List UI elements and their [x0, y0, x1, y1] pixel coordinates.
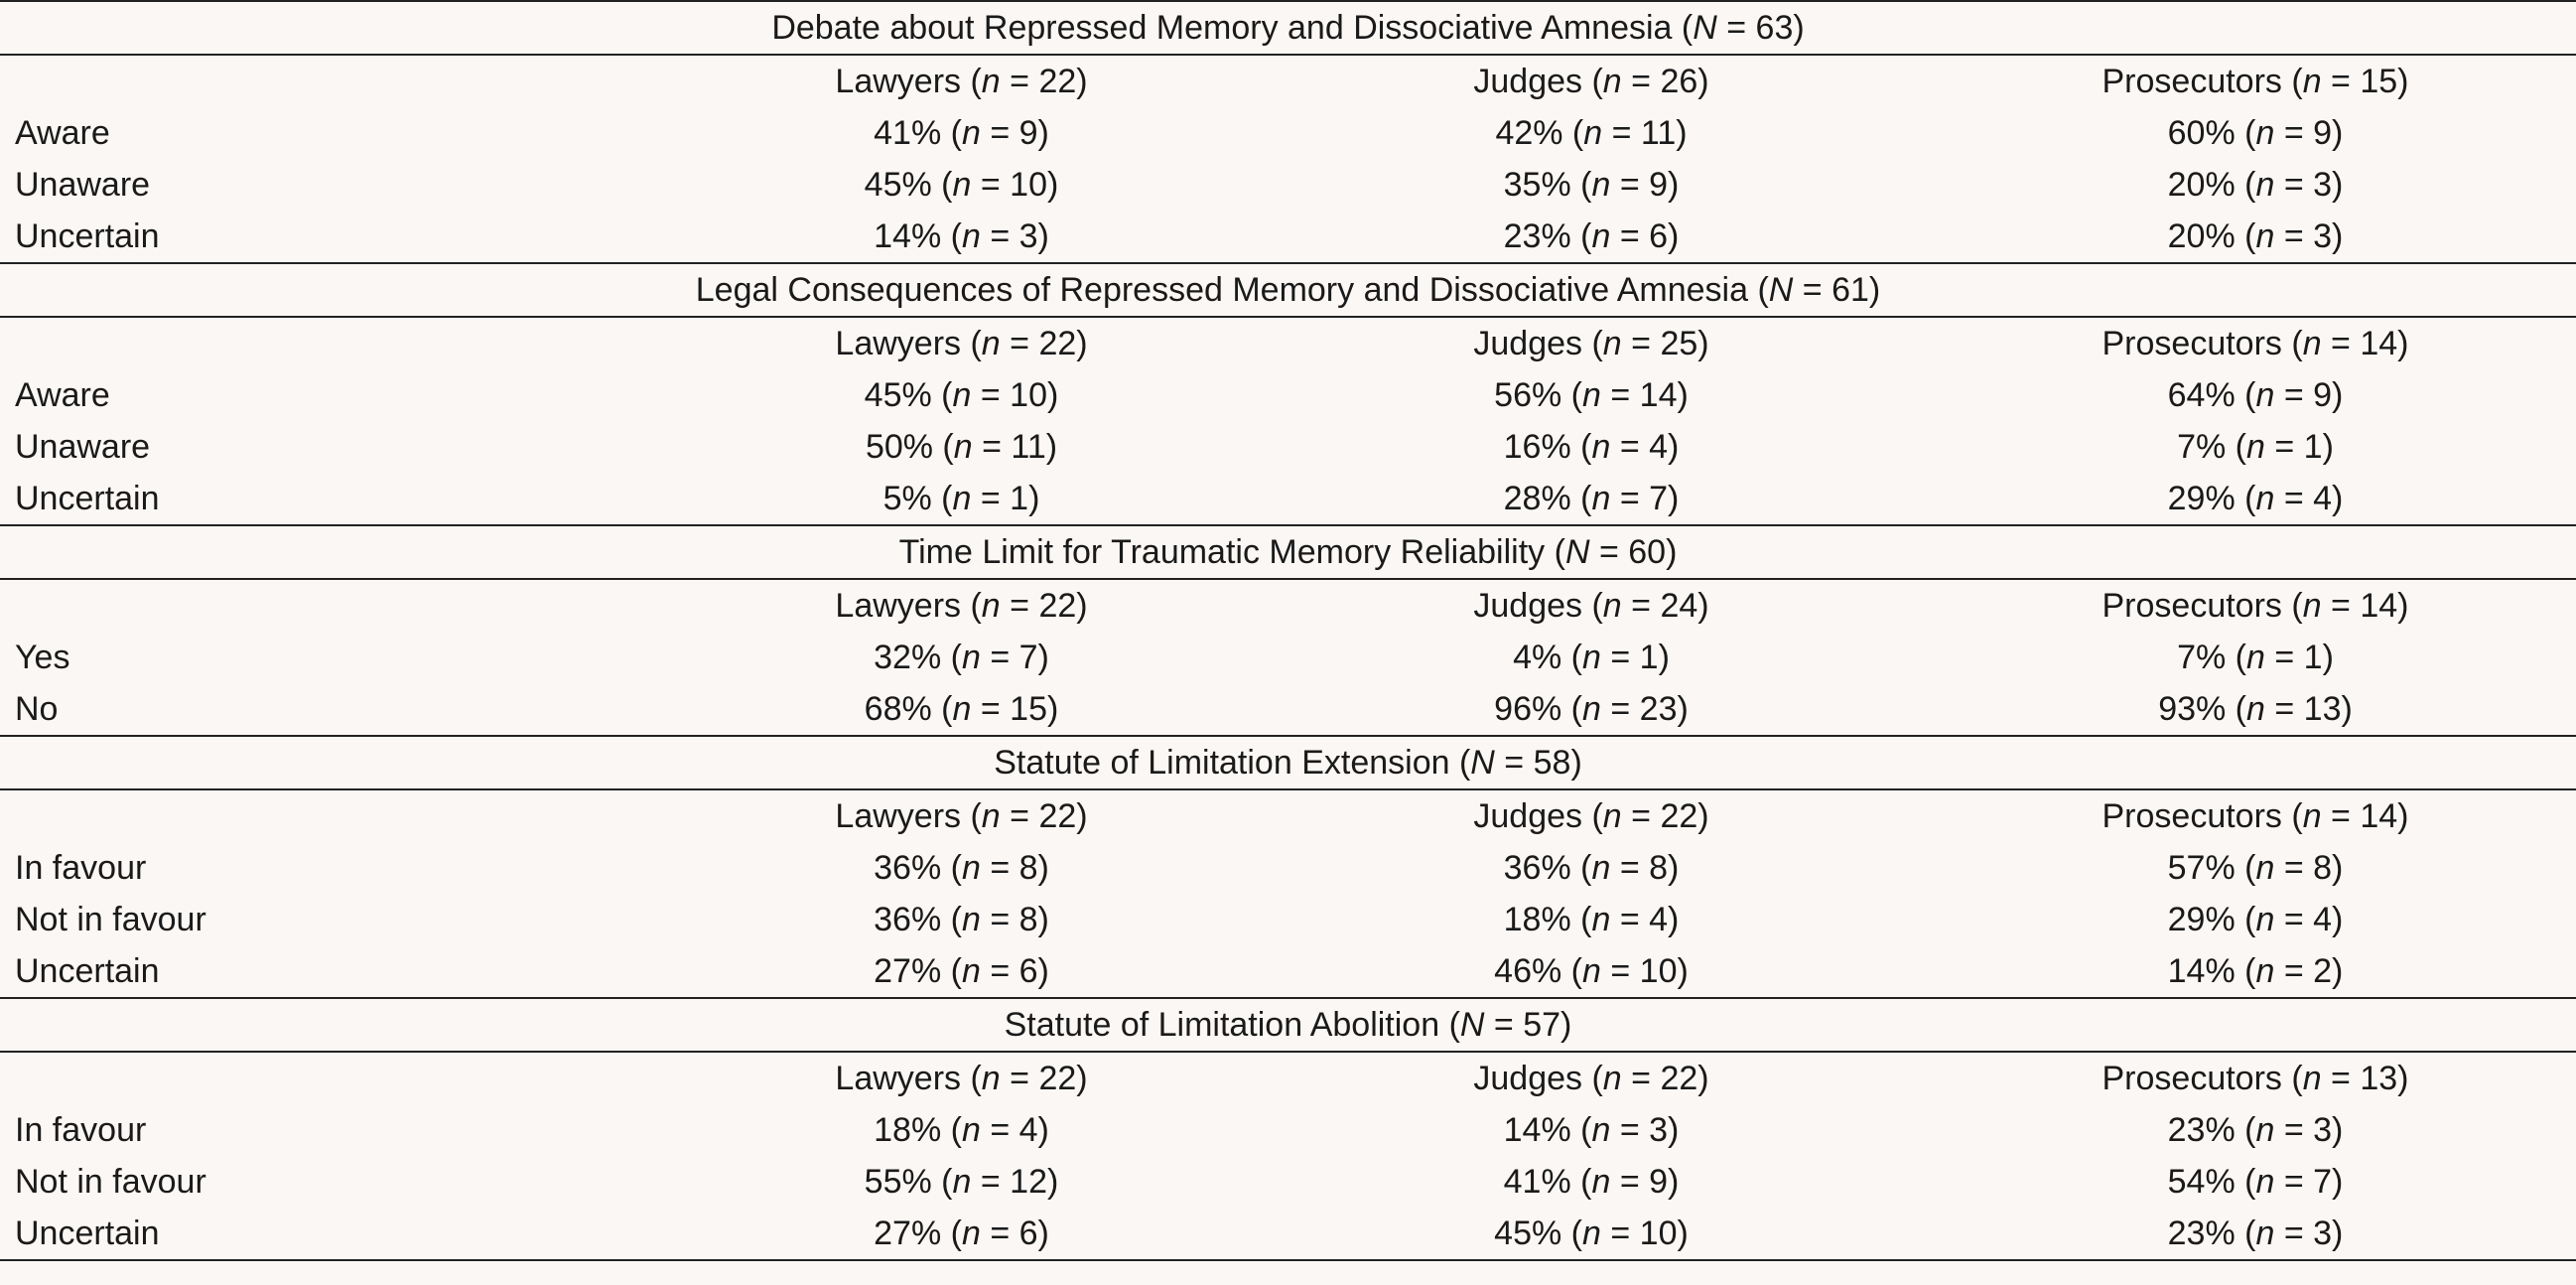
- table-cell: 93% (n = 13): [2158, 690, 2353, 728]
- table-cell: 41% (n = 9): [1503, 1163, 1680, 1201]
- table-cell: 27% (n = 6): [874, 952, 1049, 990]
- group-header-cell: Lawyers (n = 22): [835, 325, 1088, 362]
- table-row: [0, 945, 2576, 998]
- table-row: [0, 1104, 2576, 1156]
- table-row: [0, 632, 2576, 683]
- table-cell: 68% (n = 15): [864, 690, 1059, 728]
- section-title-text: Time Limit for Traumatic Memory Reliability: [898, 533, 1546, 571]
- table-cell: 23% (n = 3): [1935, 1208, 2576, 1260]
- section-total-n: N = 61: [1768, 271, 1869, 309]
- table-cell: 14% (n = 3): [874, 217, 1049, 255]
- table-row: [0, 107, 2576, 159]
- group-header-row: [0, 579, 2576, 632]
- group-header-cell: Prosecutors (n = 13): [2101, 1060, 2409, 1097]
- group-header-cell: Lawyers (n = 22): [835, 797, 1088, 835]
- section-title-row: [0, 1, 2576, 55]
- table-cell: 23% (n = 3): [2167, 1111, 2344, 1149]
- table-row: [0, 894, 2576, 945]
- table-row: [0, 159, 2576, 211]
- group-header-cell: Prosecutors (n = 15): [2101, 63, 2409, 100]
- table-cell: 18% (n = 4): [1503, 901, 1680, 938]
- table-cell: 27% (n = 6): [675, 1208, 1248, 1260]
- header-empty-cell: [0, 579, 675, 632]
- table-row: [0, 473, 2576, 525]
- table-cell: 36% (n = 8): [1503, 849, 1680, 887]
- group-header-cell: Lawyers (n = 22): [835, 63, 1088, 100]
- table-cell: 5% (n = 1): [882, 480, 1040, 517]
- section-title: Statute of Limitation Extension (N = 58): [0, 736, 2576, 789]
- table-cell: 46% (n = 10): [1494, 952, 1689, 990]
- table-cell: 35% (n = 9): [1503, 166, 1680, 204]
- row-label: Uncertain: [15, 480, 160, 517]
- header-empty-cell: [0, 789, 675, 842]
- section-title: Time Limit for Traumatic Memory Reliability (N = 60): [0, 525, 2576, 579]
- group-header-cell: Lawyers (n = 22): [835, 587, 1088, 625]
- table-cell: 18% (n = 4): [874, 1111, 1049, 1149]
- row-label: No: [15, 690, 59, 728]
- table-row: [0, 369, 2576, 421]
- section-title-text: Statute of Limitation Abolition: [1004, 1006, 1440, 1044]
- table-cell: 50% (n = 11): [865, 428, 1058, 466]
- section-total-n: N = 57: [1459, 1006, 1561, 1044]
- table-cell: 57% (n = 8): [2167, 849, 2344, 887]
- header-empty-cell: [0, 1052, 675, 1104]
- group-header-cell: Prosecutors (n = 14): [2101, 587, 2409, 625]
- table-cell: 4% (n = 1): [1513, 639, 1670, 676]
- section-title-row: [0, 263, 2576, 317]
- table-cell: 96% (n = 23): [1494, 690, 1689, 728]
- group-header-row: [0, 317, 2576, 369]
- section-title-row: [0, 736, 2576, 789]
- table-cell: 60% (n = 9): [2167, 114, 2344, 152]
- table-cell: 29% (n = 4): [2167, 480, 2344, 517]
- table-row: [0, 211, 2576, 263]
- section-title-text: Legal Consequences of Repressed Memory and Dissociative Amnesia: [695, 271, 1748, 309]
- table-cell: 64% (n = 9): [2167, 376, 2344, 414]
- row-label: In favour: [15, 849, 147, 887]
- row-label: Unaware: [15, 428, 151, 466]
- section-title-row: [0, 525, 2576, 579]
- table-cell: 29% (n = 4): [2167, 901, 2344, 938]
- section-title-row: [0, 998, 2576, 1052]
- group-header-cell: Lawyers (n = 22): [835, 1060, 1088, 1097]
- group-header-cell: Prosecutors (n = 14): [2101, 325, 2409, 362]
- group-header-cell: Judges (n = 22): [1473, 1060, 1709, 1097]
- row-label: Unaware: [15, 166, 151, 204]
- table-row: [0, 1208, 2576, 1260]
- row-label: Uncertain: [15, 217, 160, 255]
- group-header-row: [0, 789, 2576, 842]
- table-cell: 42% (n = 11): [1495, 114, 1688, 152]
- table-cell: 36% (n = 8): [874, 901, 1049, 938]
- row-label: Not in favour: [15, 901, 206, 938]
- table-cell: 20% (n = 3): [2167, 217, 2344, 255]
- table-row: [0, 842, 2576, 894]
- group-header-cell: Judges (n = 22): [1473, 797, 1709, 835]
- table-cell: 14% (n = 2): [2167, 952, 2344, 990]
- header-empty-cell: [0, 317, 675, 369]
- group-header-cell: Judges (n = 26): [1473, 63, 1709, 100]
- table-cell: 28% (n = 7): [1503, 480, 1680, 517]
- table-cell: 36% (n = 8): [874, 849, 1049, 887]
- row-label: In favour: [15, 1111, 147, 1149]
- row-label: Yes: [15, 639, 70, 676]
- row-label: Not in favour: [15, 1163, 206, 1201]
- table-cell: 55% (n = 12): [864, 1163, 1059, 1201]
- row-label: Aware: [15, 114, 110, 152]
- table-cell: 54% (n = 7): [2167, 1163, 2344, 1201]
- group-header-cell: Judges (n = 24): [1473, 587, 1709, 625]
- section-title: Debate about Repressed Memory and Dissociative Amnesia (N = 63): [0, 1, 2576, 55]
- table-cell: 32% (n = 7): [874, 639, 1049, 676]
- table-cell: 45% (n = 10): [864, 166, 1059, 204]
- section-title-text: Statute of Limitation Extension: [994, 744, 1450, 782]
- section-total-n: N = 63: [1693, 9, 1794, 47]
- section-title: Legal Consequences of Repressed Memory and Dissociative Amnesia (N = 61): [0, 263, 2576, 317]
- group-header-row: [0, 55, 2576, 107]
- group-header-row: [0, 1052, 2576, 1104]
- header-empty-cell: [0, 55, 675, 107]
- row-label: Aware: [15, 376, 110, 414]
- table-cell: 45% (n = 10): [1248, 1208, 1935, 1260]
- table-cell: 56% (n = 14): [1494, 376, 1689, 414]
- section-title: Statute of Limitation Abolition (N = 57): [0, 998, 2576, 1052]
- table-body: [0, 1, 2576, 1260]
- table-cell: 41% (n = 9): [874, 114, 1049, 152]
- table-cell: 14% (n = 3): [1503, 1111, 1680, 1149]
- table-row: [0, 421, 2576, 473]
- table-cell: 7% (n = 1): [2177, 639, 2334, 676]
- table-cell: 23% (n = 6): [1503, 217, 1680, 255]
- table-row: [0, 683, 2576, 736]
- table-cell: 16% (n = 4): [1503, 428, 1680, 466]
- section-title-text: Debate about Repressed Memory and Dissociative Amnesia: [771, 9, 1673, 47]
- group-header-cell: Prosecutors (n = 14): [2101, 797, 2409, 835]
- table-cell: 20% (n = 3): [2167, 166, 2344, 204]
- group-header-cell: Judges (n = 25): [1473, 325, 1709, 362]
- section-total-n: N = 58: [1470, 744, 1571, 782]
- table-cell: 7% (n = 1): [2177, 428, 2334, 466]
- row-label: Uncertain: [0, 1208, 675, 1260]
- table-cell: 45% (n = 10): [864, 376, 1059, 414]
- row-label: Uncertain: [15, 952, 160, 990]
- section-total-n: N = 60: [1564, 533, 1667, 571]
- table-row: [0, 1156, 2576, 1208]
